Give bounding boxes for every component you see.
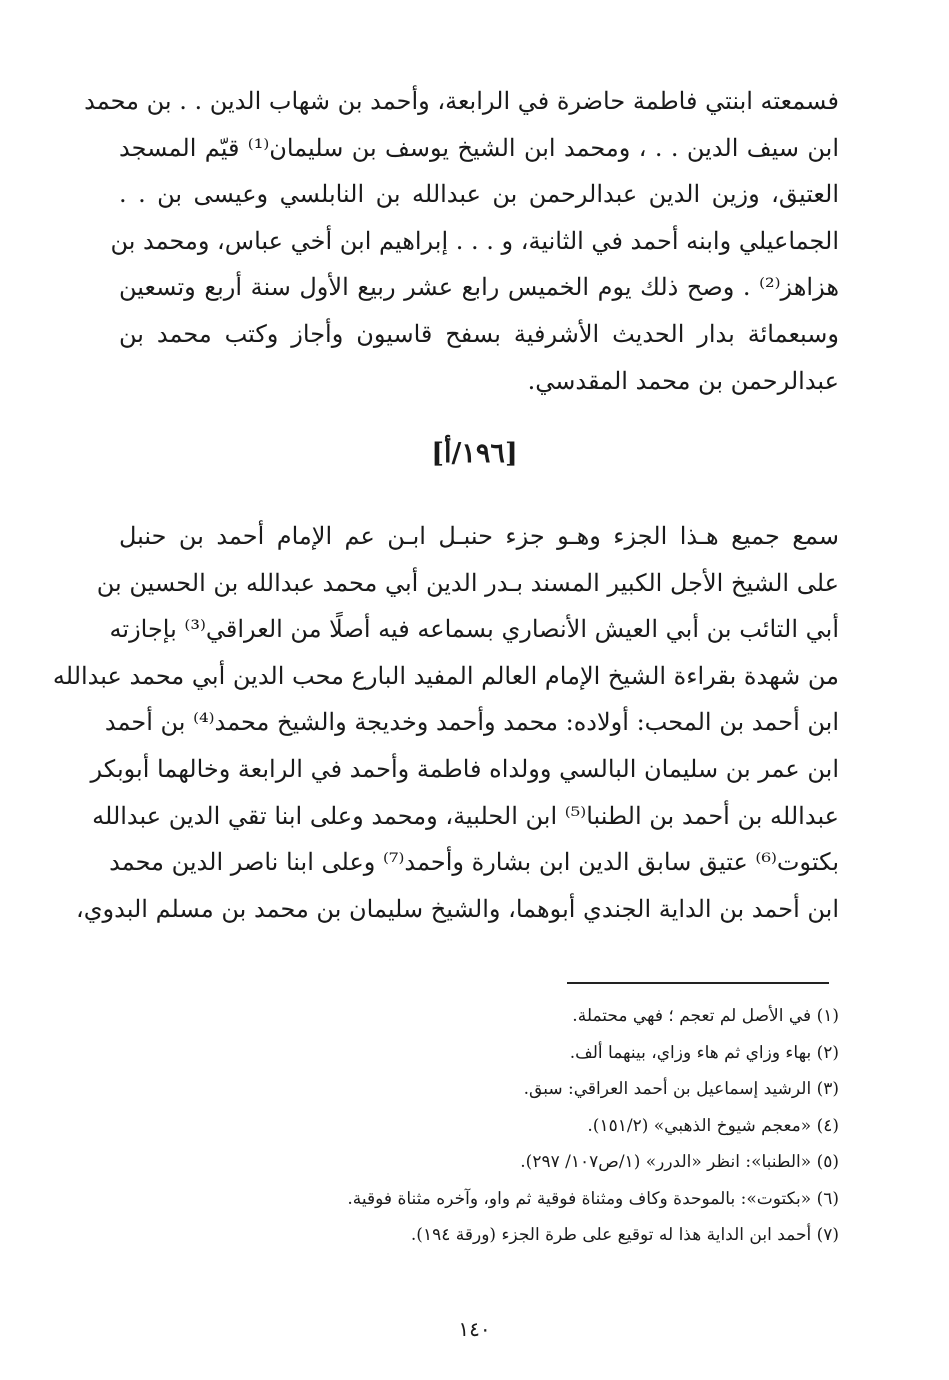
footnote-separator xyxy=(567,982,829,984)
text-line: فسمعته ابنتي فاطمة حاضرة في الرابعة، وأحمد بن شهاب الدين . . بن محمد xyxy=(84,87,839,115)
footnote: (٤) «معجم شيوخ الذهبي» (١٥١/٢). xyxy=(587,1115,839,1136)
text-line: ابن عمر بن سليمان البالسي وولداه فاطمة وأحمد في الرابعة وخالهما أبوبكر xyxy=(90,754,839,783)
text-line: هزاهز⁽²⁾ . وصح ذلك يوم الخميس رابع عشر ربيع الأول سنة أربع وتسعين xyxy=(119,273,839,302)
footnote: (٣) الرشيد إسماعيل بن أحمد العراقي: سبق. xyxy=(523,1079,839,1099)
paragraph-2 xyxy=(52,513,839,932)
text-line: عبدالله بن أحمد بن الطنبا⁽⁵⁾ ابن الحلبية، ومحمد وعلى ابنا تقي الدين عبدالله xyxy=(92,801,839,830)
paragraph-1 xyxy=(84,78,839,404)
footnote: (٢) بهاء وزاي ثم هاء وزاي، بينهما ألف. xyxy=(569,1042,839,1063)
text-line: ابن أحمد بن الداية الجندي أبوهما، والشيخ سليمان بن محمد بن مسلم البدوي، xyxy=(76,894,839,923)
section-heading: [١٩٦/أ] xyxy=(431,438,518,469)
text-line: الجماعيلي وابنه أحمد في الثانية، و . . . إبراهيم ابن أخي عباس، ومحمد بن xyxy=(110,226,839,255)
footnote: (١) في الأصل لم تعجم ؛ فهي محتملة. xyxy=(572,1006,839,1026)
text-line: على الشيخ الأجل الكبير المسند بـدر الدين أبي محمد عبدالله بن الحسين بن xyxy=(96,568,839,597)
text-line: عبدالرحمن بن محمد المقدسي. xyxy=(527,366,839,395)
footnote: (٦) «بكتوت»: بالموحدة وكاف ومثناة فوقية ثم واو، وآخره مثناة فوقية. xyxy=(347,1188,839,1209)
page-number: ١٤٠ xyxy=(458,1317,491,1341)
text-line: أبي التائب بن أبي العيش الأنصاري بسماعه فيه أصلًا من العراقي⁽³⁾ بإجازته xyxy=(109,615,839,644)
text-line: وسبعمائة بدار الحديث الأشرفية بسفح قاسيون وأجاز وكتب محمد بن xyxy=(119,319,839,348)
footnotes xyxy=(119,998,839,1254)
text-line: ابن أحمد بن المحب: أولاده: محمد وأحمد وخديجة والشيخ محمد⁽⁴⁾ بن أحمد xyxy=(104,708,839,737)
text-line: بكتوت⁽⁶⁾ عتيق سابق الدين ابن بشارة وأحمد⁽⁷⁾ وعلى ابنا ناصر الدين محمد xyxy=(109,848,839,877)
text-line: سمع جميع هـذا الجزء وهـو جزء حنبـل ابـن عم الإمام أحمد بن حنبل xyxy=(119,522,839,550)
text-line: العتيق، وزين الدين عبدالرحمن بن عبدالله بن النابلسي وعيسى بن . . xyxy=(119,180,839,209)
text-line: ابن سيف الدين . . ، ومحمد ابن الشيخ يوسف بن سليمان⁽¹⁾ قيّم المسجد xyxy=(119,133,839,162)
text-line: من شهدة بقراءة الشيخ الإمام العالم المفيد البارع محب الدين أبي محمد عبدالله xyxy=(52,661,839,690)
footnote: (٧) أحمد ابن الداية هذا له توقيع على طرة الجزء (ورقة ١٩٤). xyxy=(410,1225,839,1245)
footnote: (٥) «الطنبا»: انظر «الدرر» (١/ص١٠٧/ ٢٩٧). xyxy=(520,1152,839,1172)
